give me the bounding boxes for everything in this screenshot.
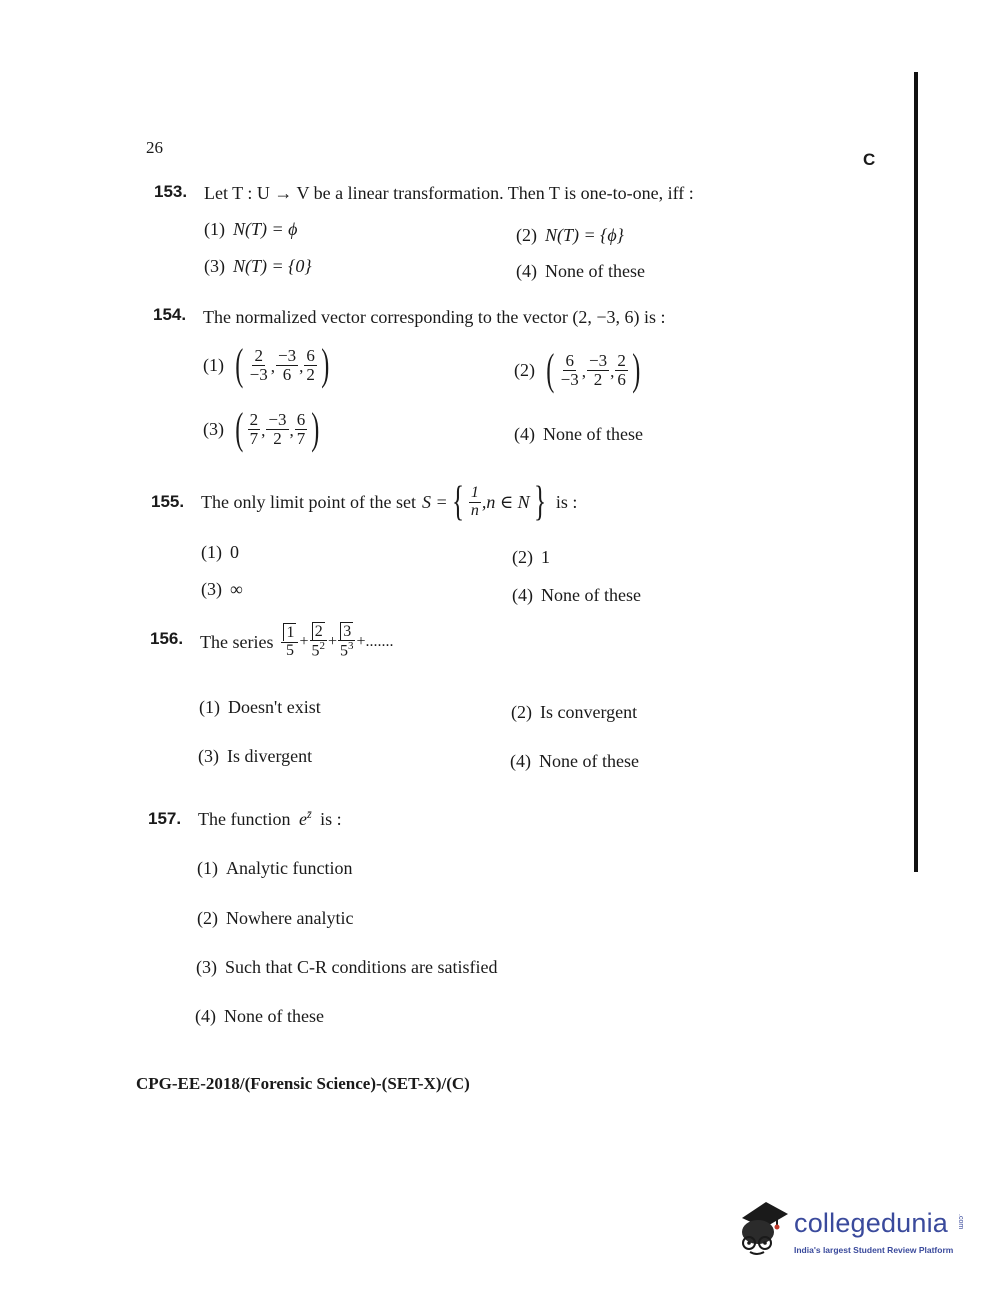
option-label: (3): [201, 579, 222, 599]
option-label: (4): [516, 261, 537, 281]
fraction: [276, 347, 298, 384]
plus-sign: +: [299, 633, 309, 650]
option: [204, 219, 297, 240]
option-text: Is convergent: [540, 702, 638, 722]
option-text: None of these: [545, 261, 645, 281]
option: [511, 702, 637, 723]
denominator: $5^2$: [311, 640, 325, 660]
option-text: None of these: [224, 1006, 324, 1026]
numerator: −3: [278, 345, 297, 365]
fraction: [248, 411, 261, 448]
numerator: −3: [589, 350, 608, 370]
left-paren: (: [235, 404, 244, 453]
option-text: Is divergent: [227, 746, 313, 766]
numerator: 6: [565, 350, 574, 370]
brand-dotcom: .com: [957, 1214, 964, 1230]
left-paren: (: [546, 345, 555, 394]
page-number: 26: [146, 138, 163, 157]
set-code: C: [863, 150, 876, 169]
option: [201, 579, 243, 600]
option: [199, 697, 321, 718]
option: [514, 424, 643, 445]
question-number: 153.: [154, 182, 188, 201]
option: [195, 1006, 324, 1027]
denominator: 5: [285, 641, 294, 659]
factorial: 2: [312, 622, 325, 640]
option-text: None of these: [541, 585, 641, 605]
series-term: [310, 624, 328, 661]
option-label: (1): [197, 858, 218, 878]
option: [512, 547, 550, 568]
option-text: 0: [230, 542, 239, 562]
comma: ,: [581, 362, 586, 381]
denominator: 2: [273, 428, 282, 448]
option-text: Doesn't exist: [228, 697, 321, 717]
option-label: (1): [199, 697, 220, 717]
function-base: e: [298, 809, 307, 829]
right-paren: ): [311, 404, 320, 453]
question-number: 157.: [148, 809, 182, 828]
brand-tagline: India's largest Student Review Platform: [794, 1245, 954, 1255]
question-text: The only limit point of the set: [201, 491, 416, 512]
question-text: The series: [200, 631, 274, 652]
question-text-end: is :: [555, 491, 578, 512]
denominator: −3: [249, 364, 268, 384]
comma: ,: [261, 421, 266, 440]
denominator: −3: [560, 369, 579, 389]
numerator: 6: [306, 345, 315, 365]
set-condition: ,n ∈ N: [481, 491, 530, 512]
exponent: 3: [348, 640, 354, 653]
question-text: The function: [198, 809, 291, 829]
option-label: (3): [204, 256, 225, 276]
numerator: 1: [470, 483, 479, 501]
fraction: [615, 352, 628, 389]
denominator: 2: [306, 364, 315, 384]
option: [516, 261, 645, 282]
left-paren: (: [235, 340, 244, 389]
factorial: 3: [340, 622, 353, 640]
series-term: [338, 624, 356, 661]
option: [197, 858, 352, 879]
fraction: [304, 347, 317, 384]
option-text: N(T) = ϕ: [233, 219, 298, 239]
denominator: 7: [296, 428, 306, 448]
function-exponent: z̄: [306, 807, 312, 821]
option: [201, 542, 239, 563]
vector-tuple: [232, 340, 333, 389]
denominator: $5^3$: [340, 640, 354, 660]
plus-sign: +: [328, 633, 338, 650]
option-label: (4): [514, 424, 535, 444]
question-number: 155.: [151, 492, 185, 511]
option-label: (1): [204, 219, 225, 239]
denominator: 2: [593, 369, 603, 389]
fraction: [248, 347, 270, 384]
question-number: 154.: [153, 305, 187, 324]
option: [196, 957, 497, 978]
option-label: (2): [197, 908, 218, 928]
right-paren: ): [321, 340, 330, 389]
option-label: (1): [203, 354, 224, 375]
option: [203, 404, 323, 454]
option: [512, 585, 641, 606]
option-label: (3): [203, 418, 224, 439]
numerator: 2: [617, 350, 626, 370]
option-label: (2): [516, 225, 537, 245]
series-tail: +.......: [356, 633, 394, 650]
option: [514, 345, 644, 395]
option-text: ∞: [230, 579, 243, 599]
denominator: n: [470, 501, 479, 519]
question-stem: [200, 618, 394, 666]
option-label: (1): [201, 542, 222, 562]
option-label: (4): [510, 751, 531, 771]
fraction: [587, 352, 609, 389]
option-text: N(T) = {0}: [233, 256, 312, 276]
option-text: Such that C-R conditions are satisfied: [225, 957, 498, 977]
brand-name: collegedunia: [794, 1208, 949, 1238]
numerator: −3: [268, 409, 287, 429]
option-label: (4): [512, 585, 533, 605]
option: [203, 340, 333, 390]
left-brace: {: [451, 479, 464, 525]
option: [516, 225, 624, 246]
option-text: None of these: [543, 424, 643, 444]
comma: ,: [299, 357, 304, 376]
factorial: 1: [283, 623, 296, 641]
question-text-end: is :: [320, 809, 342, 829]
denominator: 7: [249, 428, 259, 448]
fraction: [295, 411, 308, 448]
numerator: 2: [254, 345, 263, 365]
exponent: 2: [319, 640, 325, 653]
vector-tuple: [543, 345, 644, 394]
option-label: (2): [512, 547, 533, 567]
option: [198, 746, 312, 767]
option-text: None of these: [539, 751, 639, 771]
comma: ,: [270, 357, 275, 376]
option-label: (3): [198, 746, 219, 766]
option: [197, 908, 353, 929]
option: [204, 256, 312, 277]
option-label: (4): [195, 1006, 216, 1026]
question-stem: [201, 478, 577, 526]
option-text: Analytic function: [226, 858, 353, 878]
option-label: (2): [511, 702, 532, 722]
question-text: Let T : U → V be a linear transformation. Then T is one-to-one, iff :: [204, 183, 694, 203]
series-term: [281, 625, 298, 660]
comma: ,: [610, 362, 615, 381]
option: [510, 751, 639, 772]
question-number: 156.: [150, 629, 184, 648]
option-text: N(T) = {ϕ}: [545, 225, 624, 245]
numerator: 6: [296, 409, 306, 429]
numerator: 2: [249, 409, 259, 429]
question-stem: [198, 807, 342, 830]
option-label: (2): [514, 359, 535, 380]
fraction: [266, 411, 288, 448]
fraction: [469, 485, 481, 520]
scan-edge-bar: [914, 72, 918, 872]
vector-tuple: [232, 404, 323, 453]
denominator: 6: [282, 364, 292, 384]
denominator: 6: [617, 369, 626, 389]
option-text: 1: [541, 547, 550, 567]
watermark-logo: [736, 1198, 966, 1262]
set-lhs: S =: [421, 491, 448, 512]
right-paren: ): [632, 345, 641, 394]
option-text: Nowhere analytic: [226, 908, 354, 928]
footer-code: CPG-EE-2018/(Forensic Science)-(SET-X)/(C): [136, 1074, 470, 1093]
right-brace: }: [533, 479, 546, 525]
option-label: (3): [196, 957, 217, 977]
mascot-icon: [736, 1198, 792, 1258]
comma: ,: [289, 421, 294, 440]
question-text: The normalized vector corresponding to the vector (2, −3, 6) is :: [203, 307, 666, 327]
fraction: [559, 352, 581, 389]
